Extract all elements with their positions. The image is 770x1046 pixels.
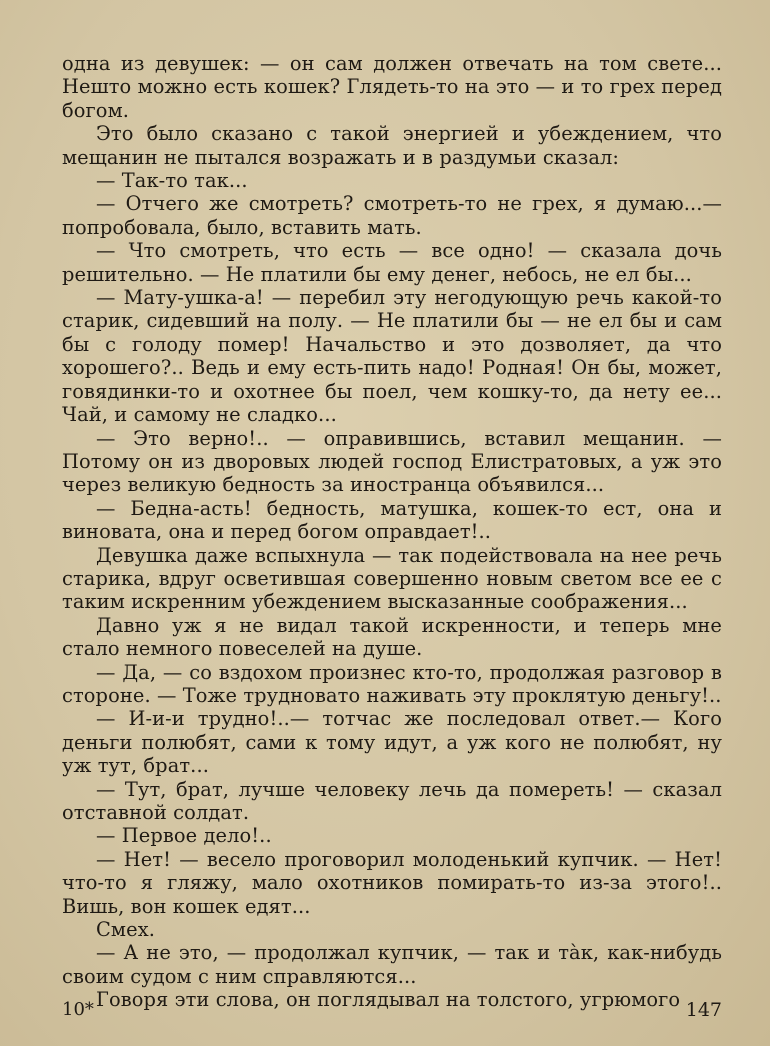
paragraph: — Отчего же смотреть? смотреть-то не грех, я думаю...— попробовала, было, вставить мать. xyxy=(62,192,722,239)
paragraph: Смех. xyxy=(96,918,155,942)
paragraph: — Нет! — весело проговорил молоденький купчик. — Нет! что-то я гляжу, мало охотников помирать-то из-за этого!.. Вишь, вон кошек едят... xyxy=(62,847,722,918)
paragraph: — Да, — со вздохом произнес кто-то, продолжая разговор в стороне. — Тоже трудновато наживать эту проклятую деньгу!.. xyxy=(62,660,722,707)
body-text xyxy=(62,52,722,1012)
paragraph: — Это верно!.. — оправившись, вставил мещанин. — Потому он из дворовых людей господ Елистратовых, а уж это через великую бедность за иностранца объявился... xyxy=(62,426,722,497)
signature-mark: 10* xyxy=(62,999,94,1020)
paragraph: — Бедна-асть! бедность, матушка, кошек-то ест, она и виновата, она и перед богом оправдает!.. xyxy=(62,496,722,544)
paragraph: Говоря эти слова, он поглядывал на толстого, угрюмого xyxy=(96,988,681,1012)
paragraph: одна из девушек: — он сам должен отвечать на том свете... Нешто можно есть кошек? Глядеть-то на это — и то грех перед богом. xyxy=(62,52,722,122)
paragraph: — Так-то так... xyxy=(96,169,248,193)
paragraph: — Что смотреть, что есть — все одно! — сказала дочь решительно. — Не платили бы ему денег, небось, не ел бы... xyxy=(62,239,722,286)
paragraph: Это было сказано с такой энергией и убеждением, что мещанин не пытался возражать и в раздумьи сказал: xyxy=(62,122,722,169)
page-number: 147 xyxy=(685,999,722,1021)
paragraph: — Мату-ушка-а! — перебил эту негодующую речь какой-то старик, сидевший на полу. — Не платили бы — не ел бы и сам бы с голоду помер! Начальство и это дозволяет, да что хорошего?.. Ведь и ему есть-пить надо! Родная! Он бы, может, говядинки-то и охотнее бы поел, чем кошку-то, да нету ее... Чай, и самому не сладко... xyxy=(62,286,722,427)
paragraph: — Тут, брат, лучше человеку лечь да помереть! — сказал отставной солдат. xyxy=(62,777,722,824)
paragraph: Давно уж я не видал такой искренности, и теперь мне стало немного повеселей на душе. xyxy=(62,613,722,661)
paragraph: — А не это, — продолжал купчик, — так и та̀к, как-нибудь своим судом с ним справляются... xyxy=(62,941,722,988)
paragraph: Девушка даже вспыхнула — так подействовала на нее речь старика, вдруг осветившая совершенно новым светом все ее с таким искренним убеждением высказанные соображения... xyxy=(62,543,722,614)
paragraph: — Первое дело!.. xyxy=(96,824,272,848)
paragraph: — И-и-и трудно!..— тотчас же последовал ответ.— Кого деньги полюбят, сами к тому идут, а уж кого не полюбят, ну уж тут, брат... xyxy=(62,707,722,778)
